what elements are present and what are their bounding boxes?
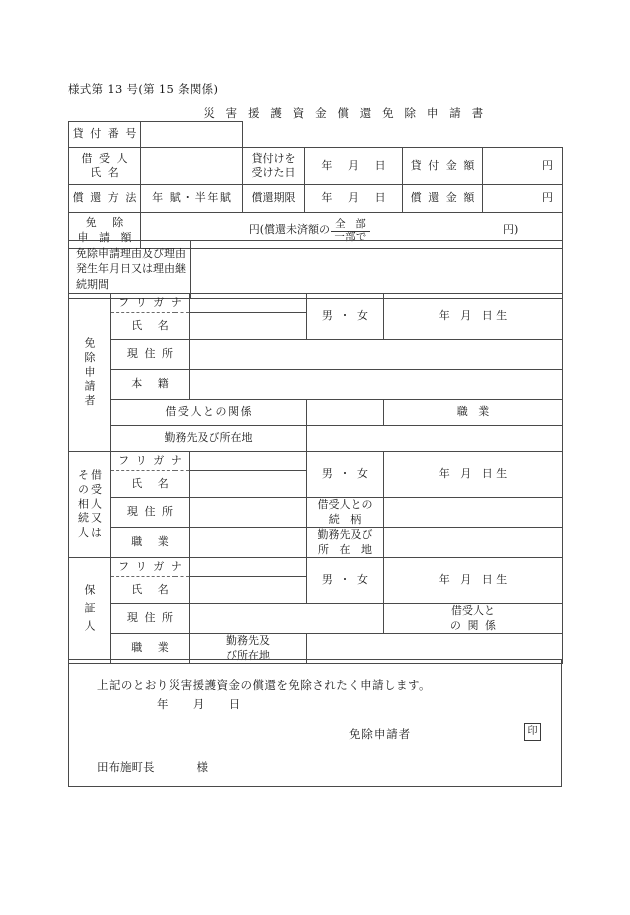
- table-row-applicant-relation: [69, 400, 563, 426]
- guarantor-section-label-text: 保証人: [83, 583, 96, 638]
- heir-section-label-col2: その相続人: [76, 468, 90, 541]
- applicant-workplace-label: 勤務先及び所在地: [111, 426, 307, 452]
- table-row-borrower: [69, 148, 563, 185]
- table-row-heir-occupation: [69, 528, 563, 558]
- table-row-applicant-furigana: [69, 294, 563, 313]
- table-row-applicant-address: [69, 340, 563, 370]
- reason-label: [69, 241, 191, 299]
- persons-table: [68, 293, 563, 664]
- repay-deadline-label: 償還期限: [243, 185, 305, 213]
- guarantor-workplace-label-line2: び所在地: [226, 648, 270, 662]
- declaration-cell: [69, 660, 562, 787]
- mayor-label: 田布施町長: [97, 760, 155, 774]
- reason-table: [68, 240, 563, 299]
- applicant-section-label: [69, 294, 111, 452]
- applicant-relation-input[interactable]: [307, 400, 384, 426]
- heir-address-input[interactable]: [190, 498, 307, 528]
- applicant-name-input[interactable]: [190, 313, 307, 340]
- heir-relation-label: [307, 498, 384, 528]
- heir-occupation-input[interactable]: [190, 528, 307, 558]
- heir-section-label-col1: 借受人又は: [89, 468, 103, 541]
- loan-number-input[interactable]: [141, 122, 243, 148]
- repay-amount-input[interactable]: 円: [483, 185, 563, 213]
- guarantor-furigana-input[interactable]: [190, 558, 307, 577]
- exempt-amount-label-line1: 免 除: [85, 216, 130, 230]
- heir-workplace-label-line1: 勤務先及び: [317, 528, 373, 542]
- declaration-date-input[interactable]: 年 月 日: [157, 697, 251, 711]
- table-row-applicant-domicile: [69, 370, 563, 400]
- applicant-signature-label: 免除申請者: [349, 727, 412, 741]
- form-number: 様式第 13 号(第 15 条関係): [68, 82, 219, 96]
- declaration-table: [68, 659, 562, 787]
- exempt-close-text: 円): [502, 223, 519, 237]
- heir-relation-label-line2: 続 柄: [328, 512, 365, 526]
- repay-amount-label: 償 還 金 額: [403, 185, 483, 213]
- applicant-address-input[interactable]: [190, 340, 563, 370]
- guarantor-birth-input[interactable]: 年 月 日生: [384, 558, 563, 604]
- table-row-loan-number: [69, 122, 563, 148]
- reason-label-line1: 免除申請理由及び理由: [76, 246, 186, 260]
- exempt-yen-text: 円(償還未済額の: [248, 223, 331, 237]
- reason-label-line3: 続期間: [76, 277, 109, 291]
- guarantor-workplace-label-line1: 勤務先及: [226, 634, 270, 648]
- heir-name-input[interactable]: [190, 471, 307, 498]
- heir-section-label: [69, 452, 111, 558]
- table-row-declaration: [69, 660, 562, 787]
- applicant-domicile-label: 本 籍: [111, 370, 190, 400]
- borrower-name-label: [69, 148, 141, 185]
- heir-workplace-label: [307, 528, 384, 558]
- guarantor-relation-label: [384, 604, 563, 634]
- repay-method-input[interactable]: 年 賦・半年賦: [141, 185, 243, 213]
- applicant-birth-input[interactable]: 年 月 日生: [384, 294, 563, 340]
- guarantor-name-label: 氏 名: [111, 577, 190, 604]
- loan-date-label-line1: 貸付けを: [251, 151, 296, 165]
- seal-stamp-icon[interactable]: 印: [524, 723, 541, 741]
- repay-method-label: 償 還 方 法: [69, 185, 141, 213]
- loan-date-label-line2: 受けた日: [251, 166, 296, 179]
- exempt-fraction-numerator: 全 部: [331, 219, 370, 232]
- heir-workplace-label-line2: 所 在 地: [317, 542, 376, 556]
- guarantor-relation-label-line2: の 関 係: [449, 618, 498, 632]
- table-row-heir-address: [69, 498, 563, 528]
- table-row-repayment: [69, 185, 563, 213]
- table-row-applicant-workplace: [69, 426, 563, 452]
- borrower-name-label-line1: 借 受 人: [81, 151, 130, 165]
- reason-input[interactable]: [191, 241, 563, 299]
- heir-relation-label-line1: 借受人との: [317, 498, 373, 512]
- guarantor-gender-label[interactable]: 男 ・ 女: [307, 558, 384, 604]
- declaration-text: 上記のとおり災害援護資金の償還を免除されたく申請します。: [97, 678, 431, 692]
- loan-amount-label: 貸 付 金 額: [403, 148, 483, 185]
- loan-amount-input[interactable]: 円: [483, 148, 563, 185]
- heir-furigana-input[interactable]: [190, 452, 307, 471]
- applicant-gender-label[interactable]: 男 ・ 女: [307, 294, 384, 340]
- applicant-furigana-label: フ リ ガ ナ: [111, 294, 190, 313]
- applicant-furigana-input[interactable]: [190, 294, 307, 313]
- guarantor-relation-label-line1: 借受人と: [451, 604, 495, 618]
- reason-label-line2: 発生年月日又は理由継: [76, 262, 186, 276]
- exempt-fraction-denominator: 一部で: [334, 231, 367, 243]
- applicant-section-label-text: 免除申請者: [83, 336, 96, 409]
- applicant-name-label: 氏 名: [111, 313, 190, 340]
- heir-occupation-label: 職 業: [111, 528, 190, 558]
- heir-gender-label[interactable]: 男 ・ 女: [307, 452, 384, 498]
- guarantor-name-input[interactable]: [190, 577, 307, 604]
- applicant-workplace-input[interactable]: [307, 426, 563, 452]
- sama-honorific: 様: [196, 760, 208, 774]
- heir-birth-input[interactable]: 年 月 日生: [384, 452, 563, 498]
- guarantor-furigana-label: フ リ ガ ナ: [111, 558, 190, 577]
- table-row-guarantor-furigana: [69, 558, 563, 577]
- heir-name-label: 氏 名: [111, 471, 190, 498]
- guarantor-occupation-label: 職 業: [111, 634, 190, 664]
- guarantor-section-label: [69, 558, 111, 664]
- table-row-heir-furigana: [69, 452, 563, 471]
- applicant-domicile-input[interactable]: [190, 370, 563, 400]
- loan-number-label: 貸 付 番 号: [69, 122, 141, 148]
- repay-deadline-input[interactable]: 年 月 日: [305, 185, 403, 213]
- heir-relation-input[interactable]: [384, 498, 563, 528]
- guarantor-address-label: 現 住 所: [111, 604, 190, 634]
- heir-address-label: 現 住 所: [111, 498, 190, 528]
- heir-furigana-label: フ リ ガ ナ: [111, 452, 190, 471]
- loan-info-table: [68, 121, 563, 249]
- borrower-name-input[interactable]: [141, 148, 243, 185]
- table-row-reason: [69, 241, 563, 299]
- page-title: 災 害 援 護 資 金 償 還 免 除 申 請 書: [203, 106, 487, 120]
- guarantor-address-input[interactable]: [190, 604, 384, 634]
- addressee-line: [97, 760, 208, 775]
- applicant-address-label: 現 住 所: [111, 340, 190, 370]
- applicant-relation-label: 借受人との関係: [111, 400, 307, 426]
- loan-date-input[interactable]: 年 月 日: [305, 148, 403, 185]
- table-row-guarantor-address: [69, 604, 563, 634]
- loan-date-label: [243, 148, 305, 185]
- exempt-amount-label-line2: 申 請 額: [77, 230, 136, 244]
- spacer-cell: [243, 122, 563, 148]
- applicant-occupation-label: 職 業: [384, 400, 563, 426]
- borrower-name-label-line2: 氏 名: [90, 166, 121, 179]
- heir-workplace-input[interactable]: [384, 528, 563, 558]
